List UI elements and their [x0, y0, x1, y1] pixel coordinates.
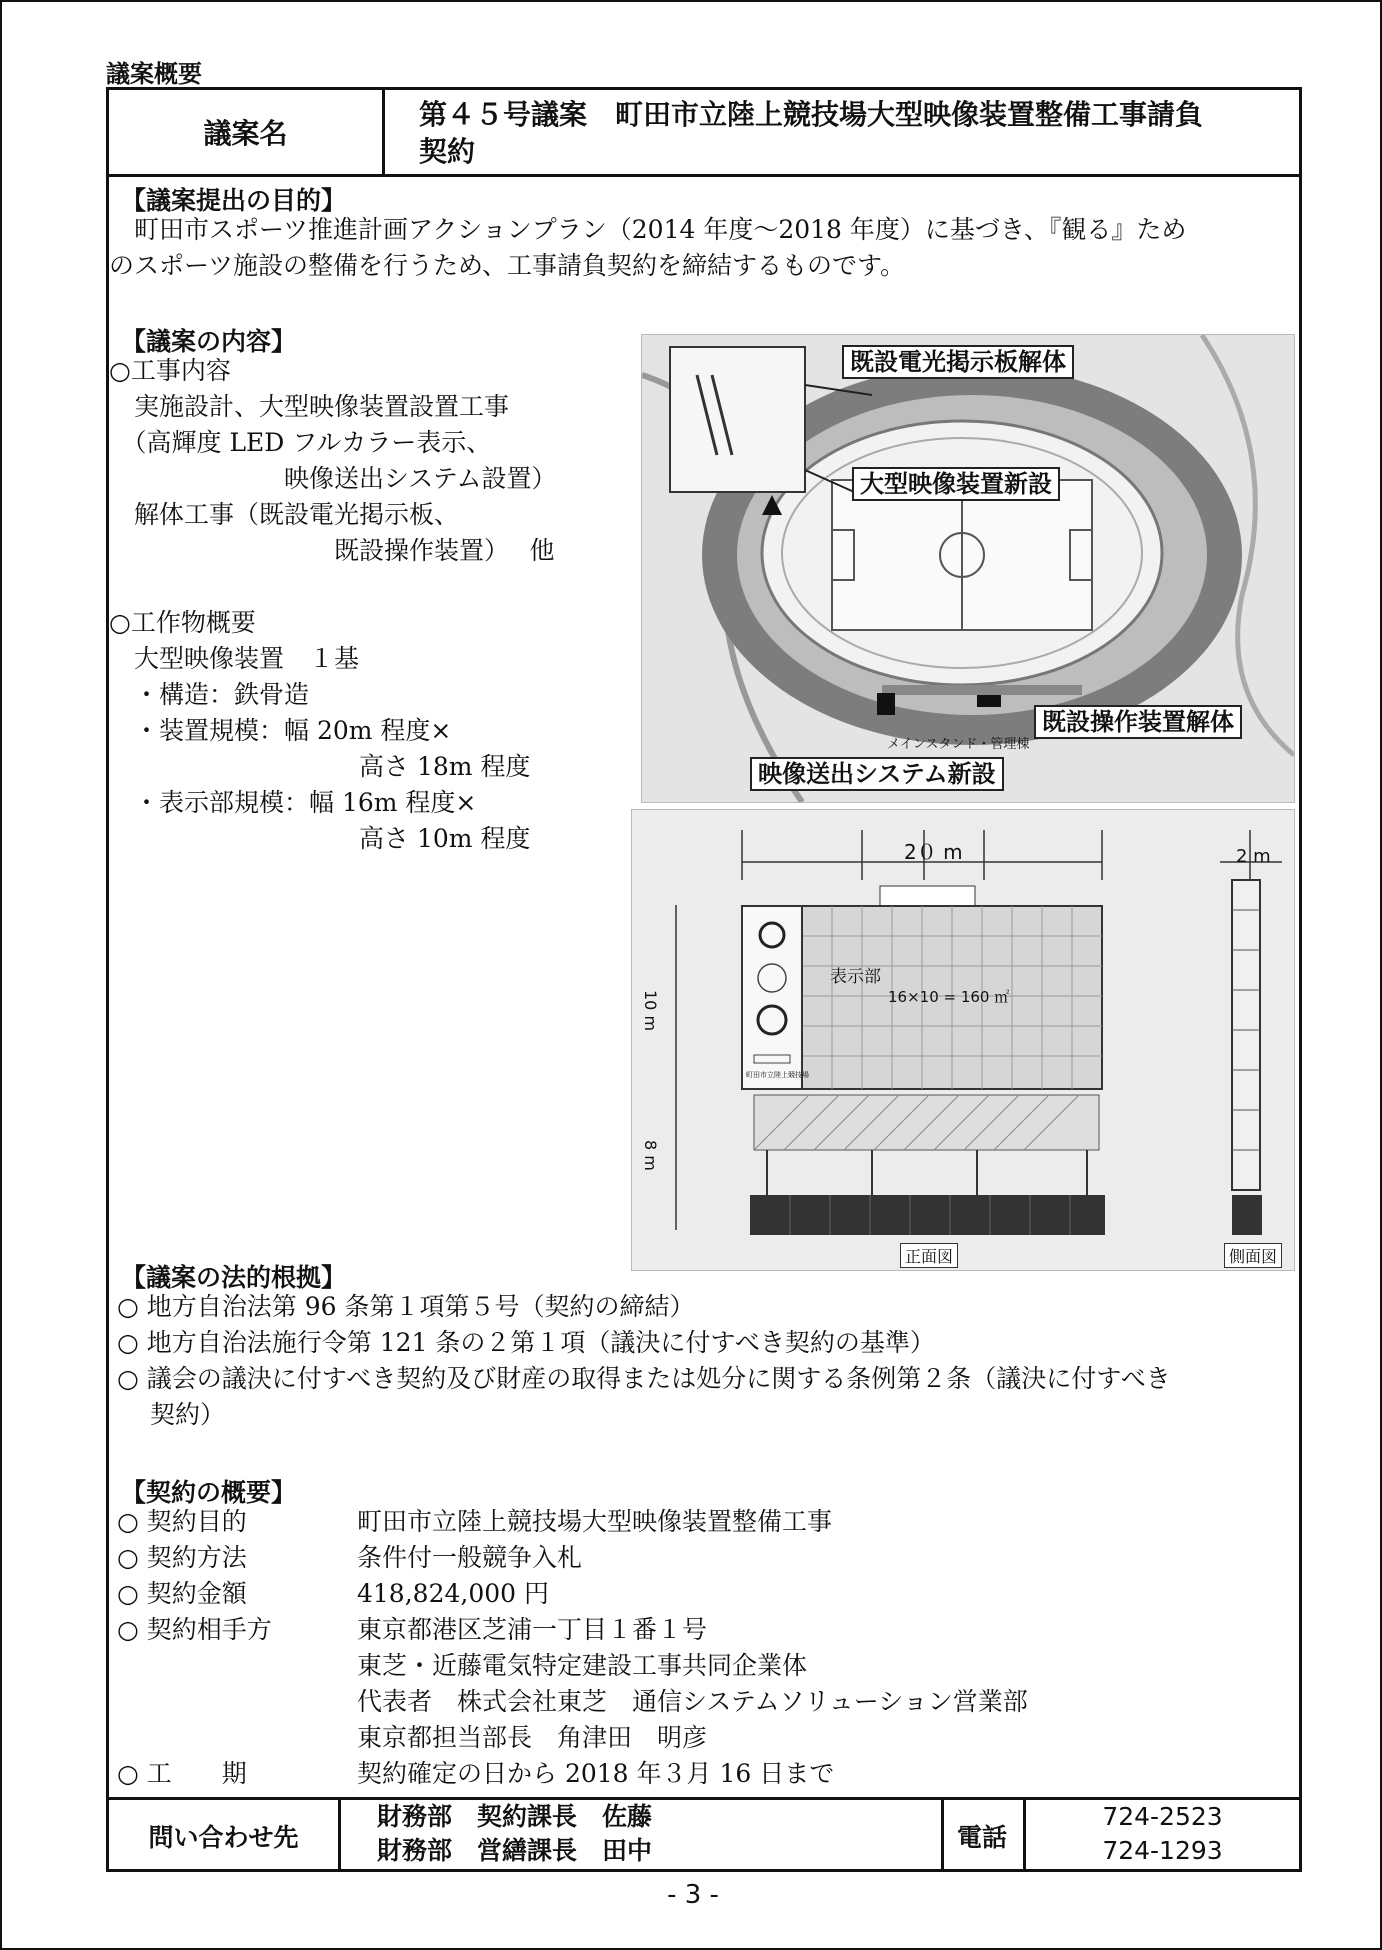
content-line: ・構造：鉄骨造 — [109, 680, 310, 709]
height-lower-label: 8 m — [641, 1140, 660, 1171]
content-list — [109, 353, 557, 857]
content-line: 解体工事（既設電光掲示板、 — [109, 500, 460, 529]
purpose-heading: 【議案提出の目的】 — [121, 186, 347, 215]
label-remove-board: 既設電光掲示板解体 — [842, 345, 1074, 379]
content-line: 高さ 18m 程度 — [109, 752, 531, 781]
sign-text: 町田市立陸上競技場 — [746, 1071, 809, 1079]
label-new-screen: 大型映像装置新設 — [852, 467, 1060, 501]
title-value-line1: 第４５号議案 町田市立陸上競技場大型映像装置整備工事請負 — [419, 98, 1204, 131]
front-view-label: 正面図 — [900, 1243, 958, 1268]
contract-values — [357, 1504, 1028, 1792]
content-line: ・装置規模：幅 20m 程度× — [109, 716, 452, 745]
content-line: 既設操作装置） 他 — [109, 536, 555, 565]
stadium-aerial-image — [641, 334, 1295, 803]
legal-item: 契約） — [117, 1400, 225, 1429]
phone-number-2: 724-1293 — [1102, 1836, 1223, 1865]
legal-item: ○ 議会の議決に付すべき契約及び財産の取得または処分に関する条例第２条（議決に付すべき — [117, 1364, 1171, 1393]
contact-label: 問い合わせ先 — [148, 1823, 299, 1852]
legal-item: ○ 地方自治法施行令第 121 条の２第１項（議決に付すべき契約の基準） — [117, 1328, 935, 1357]
contract-value: 代表者 株式会社東芝 通信システムソリューション営業部 — [357, 1687, 1028, 1716]
label-main-stand: メインスタンド・管理棟 — [887, 737, 1030, 752]
content-line: 実施設計、大型映像装置設置工事 — [109, 392, 510, 421]
display-area: 16×10 = 160 ㎡ — [888, 988, 1010, 1006]
width-label: 2０ m — [904, 840, 963, 864]
elevation-image — [631, 809, 1295, 1271]
contract-label: ○ 工 期 — [117, 1759, 247, 1788]
contract-label: ○ 契約相手方 — [117, 1615, 272, 1644]
content-heading: 【議案の内容】 — [121, 327, 297, 356]
label-remove-control: 既設操作装置解体 — [1034, 705, 1242, 739]
contract-labels — [117, 1504, 272, 1792]
content-line: 映像送出システム設置） — [109, 464, 557, 493]
contract-label — [117, 1684, 272, 1720]
contact-person-2: 財務部 営繕課長 田中 — [377, 1836, 653, 1865]
contract-value: 条件付一般競争入札 — [357, 1543, 583, 1572]
phone-number-1: 724-2523 — [1102, 1802, 1223, 1831]
contract-heading: 【契約の概要】 — [121, 1478, 297, 1507]
legal-list — [117, 1289, 1171, 1433]
content-line — [109, 569, 557, 605]
phone-label: 電話 — [956, 1823, 1007, 1852]
purpose-line1: 町田市スポーツ推進計画アクションプラン（2014 年度～2018 年度）に基づき、『観る』ため — [109, 215, 1187, 244]
contract-label — [117, 1648, 272, 1684]
legal-item: ○ 地方自治法第 96 条第１項第５号（契約の締結） — [117, 1292, 695, 1321]
title-row-border — [109, 174, 1299, 177]
title-value-line2: 契約 — [419, 135, 476, 168]
contact-divider-1 — [338, 1797, 341, 1869]
contract-label: ○ 契約金額 — [117, 1579, 247, 1608]
side-width-label: 2 m — [1236, 846, 1271, 867]
header-label: 議案概要 — [106, 60, 202, 88]
content-line: （高輝度 LED フルカラー表示、 — [109, 428, 492, 457]
height-upper-label: 10 m — [641, 990, 660, 1032]
content-line: ○工事内容 — [109, 356, 231, 385]
contract-value: 東芝・近藤電気特定建設工事共同企業体 — [357, 1651, 808, 1680]
contact-person-1: 財務部 契約課長 佐藤 — [377, 1802, 653, 1831]
contract-value: 町田市立陸上競技場大型映像装置整備工事 — [357, 1507, 833, 1536]
display-label: 表示部 — [830, 967, 881, 987]
contract-label: ○ 契約目的 — [117, 1507, 247, 1536]
label-new-system: 映像送出システム新設 — [750, 757, 1004, 791]
elevation-drawing — [632, 810, 1294, 1270]
contract-label — [117, 1720, 272, 1756]
legal-heading: 【議案の法的根拠】 — [121, 1263, 347, 1292]
contract-value: 契約確定の日から 2018 年３月 16 日まで — [357, 1759, 835, 1788]
side-view-label: 側面図 — [1224, 1243, 1282, 1268]
title-divider — [382, 90, 385, 174]
contract-value: 東京都港区芝浦一丁目１番１号 — [357, 1615, 708, 1644]
summary-frame — [106, 87, 1302, 1872]
title-label: 議案名 — [203, 117, 288, 150]
content-line: ・表示部規模：幅 16m 程度× — [109, 788, 477, 817]
content-line: 大型映像装置 １基 — [109, 644, 360, 673]
content-line: ○工作物概要 — [109, 608, 256, 637]
content-line: 高さ 10m 程度 — [109, 824, 531, 853]
contract-value: 東京都担当部長 角津田 明彦 — [357, 1723, 708, 1752]
purpose-line2: のスポーツ施設の整備を行うため、工事請負契約を締結するものです。 — [109, 251, 906, 280]
page-number: - 3 - — [667, 1880, 719, 1910]
contract-value: 418,824,000 円 — [357, 1579, 549, 1608]
contract-label: ○ 契約方法 — [117, 1543, 247, 1572]
